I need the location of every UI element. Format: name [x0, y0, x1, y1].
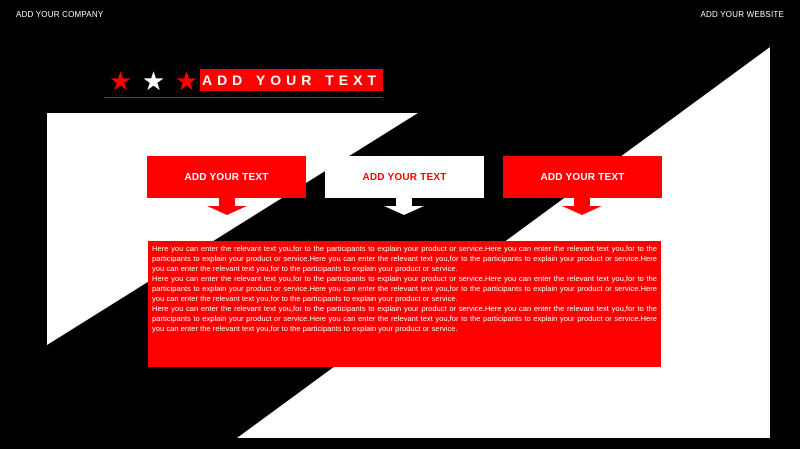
title-banner: ADD YOUR TEXT	[200, 69, 383, 91]
body-text-box	[148, 241, 661, 367]
title-underline	[104, 97, 383, 98]
company-name: ADD YOUR COMPANY	[16, 10, 104, 19]
body-paragraph: Here you can enter the relevant text you,for to the participants to explain your product or service.Here you can enter the relevant text you,for to the participants to explain your product or service.Here you can enter the relevant text you,for to the participants to explain your product or service.Here you can enter the relevant text you,for to the participants to explain your product or service.	[152, 244, 657, 273]
body-paragraph: Here you can enter the relevant text you,for to the participants to explain your product or service.Here you can enter the relevant text you,for to the participants to explain your product or service.Here you can enter the relevant text you,for to the participants to explain your product or service.Here you can enter the relevant text you,for to the participants to explain your product or service.	[152, 304, 657, 333]
star-rating	[104, 68, 203, 94]
card-2: ADD YOUR TEXT	[325, 156, 484, 198]
card-3: ADD YOUR TEXT	[503, 156, 662, 198]
website-link: ADD YOUR WEBSITE	[700, 10, 784, 19]
star-icon: ★	[108, 66, 133, 96]
star-icon: ★	[174, 66, 199, 96]
card-1: ADD YOUR TEXT	[147, 156, 306, 198]
star-icon: ★	[141, 66, 166, 96]
body-paragraph: Here you can enter the relevant text you,for to the participants to explain your product or service.Here you can enter the relevant text you,for to the participants to explain your product or service.Here you can enter the relevant text you,for to the participants to explain your product or service.Here you can enter the relevant text you,for to the participants to explain your product or service.	[152, 274, 657, 303]
